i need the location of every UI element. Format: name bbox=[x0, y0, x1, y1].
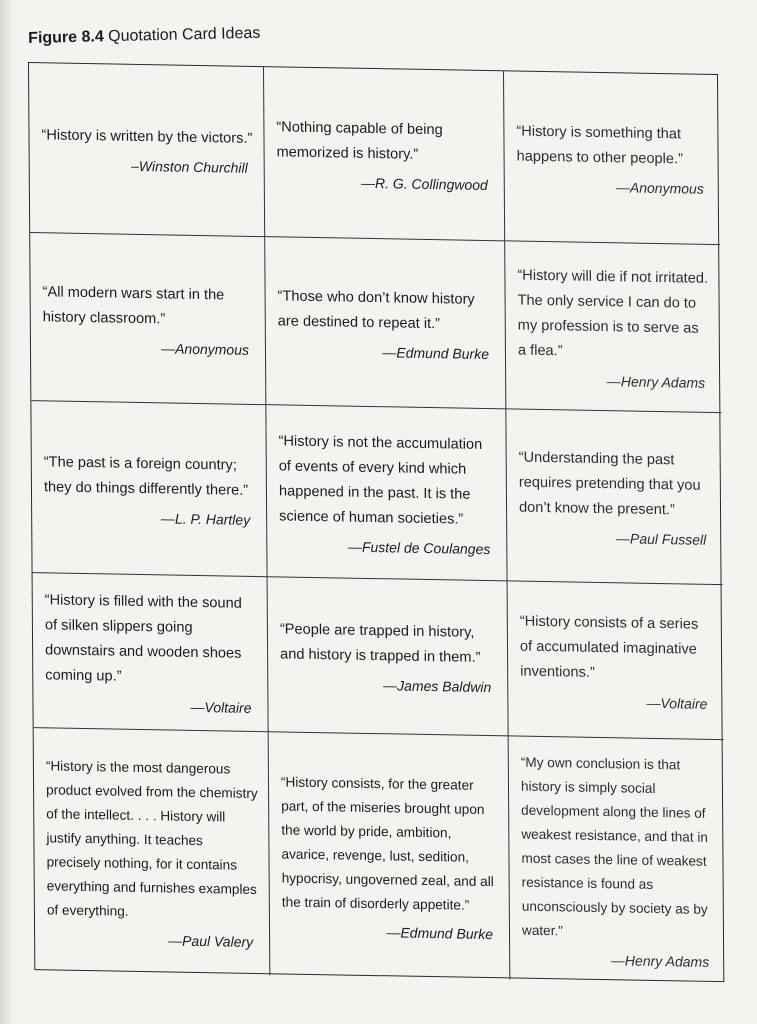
figure-caption bbox=[28, 25, 260, 48]
quote-card bbox=[269, 732, 511, 979]
quotation-card-grid bbox=[28, 62, 724, 982]
quote-author: –Winston Churchill bbox=[131, 157, 248, 176]
quote-text: “History is not the accumulation of events of every kind which happened in the past. It is the science of human societies.” bbox=[278, 432, 483, 528]
quote-author: —Paul Valery bbox=[167, 931, 254, 950]
quote-text: “The past is a foreign country; they do things differently there.” bbox=[43, 453, 249, 499]
quote-card bbox=[266, 405, 507, 581]
quote-author: —R. G. Collingwood bbox=[360, 174, 488, 193]
page-gutter-shadow bbox=[0, 0, 14, 1024]
quote-card bbox=[30, 233, 266, 405]
quote-text: “History consists, for the greater part, of the miseries brought upon the world by pride, ambition, avarice, revenge, lust, sedition, hypocrisy, ungoverned zeal, and all the train of disorderly appetite.” bbox=[280, 773, 494, 913]
quote-card bbox=[34, 728, 271, 975]
quote-text: “History is the most dangerous product evolved from the chemistry of the intellect. . . . History will justify anything. It teaches precisely nothing, for it contains everything and furnishes examples of everything. bbox=[45, 757, 258, 919]
quote-text: “History consists of a series of accumulated imaginative inventions.” bbox=[519, 613, 699, 681]
quote-card bbox=[33, 573, 269, 732]
quote-card bbox=[264, 67, 505, 241]
figure-title: Quotation Card Ideas bbox=[108, 24, 261, 46]
quote-text: “People are trapped in history, and history is trapped in them.” bbox=[279, 621, 481, 666]
quote-author: —Anonymous bbox=[160, 339, 250, 358]
quote-text: “Nothing capable of being memorized is history.” bbox=[276, 118, 443, 163]
quote-author: —Voltaire bbox=[190, 698, 252, 716]
quote-author: —L. P. Hartley bbox=[160, 509, 251, 528]
quote-text: “History is written by the victors.” bbox=[41, 127, 253, 147]
quote-card bbox=[265, 237, 506, 409]
quote-author: —Voltaire bbox=[646, 694, 708, 712]
quote-author: —Henry Adams bbox=[610, 951, 710, 970]
quote-text: “History is something that happens to other people.” bbox=[516, 123, 683, 167]
quote-card bbox=[505, 241, 721, 413]
figure-number: Figure 8.4 bbox=[28, 28, 104, 47]
quote-card bbox=[268, 577, 509, 736]
quote-text: “History will die if not irritated. The only service I can do to my profession is to serve as a flea.” bbox=[517, 267, 709, 359]
quote-text: “Those who don’t know history are destined to repeat it.” bbox=[277, 287, 475, 332]
quote-card bbox=[31, 401, 267, 577]
quote-card bbox=[509, 736, 726, 983]
quote-author: —Edmund Burke bbox=[382, 343, 490, 362]
quote-card bbox=[508, 581, 724, 740]
quote-author: —Henry Adams bbox=[606, 372, 706, 391]
quote-text: “History is filled with the sound of silken slippers going downstairs and wooden shoes coming up.” bbox=[44, 592, 242, 685]
quote-card bbox=[506, 409, 722, 585]
quote-author: —Anonymous bbox=[615, 178, 704, 197]
quote-author: —Edmund Burke bbox=[386, 923, 494, 942]
quote-author: —Paul Fussell bbox=[615, 530, 707, 548]
quote-text: “My own conclusion is that history is simply social development along the lines of weakest resistance, and that in most cases the line of weakest resistance is found as unconsciously by society as by water.” bbox=[520, 754, 709, 938]
quote-card bbox=[504, 71, 720, 245]
quote-author: —Fustel de Coulanges bbox=[347, 538, 491, 557]
quote-text: “Understanding the past requires pretending that you don’t know the present.” bbox=[518, 449, 701, 519]
quote-author: —James Baldwin bbox=[383, 677, 492, 696]
quote-card bbox=[29, 63, 265, 237]
quote-text: “All modern wars start in the history classroom.” bbox=[42, 283, 225, 327]
